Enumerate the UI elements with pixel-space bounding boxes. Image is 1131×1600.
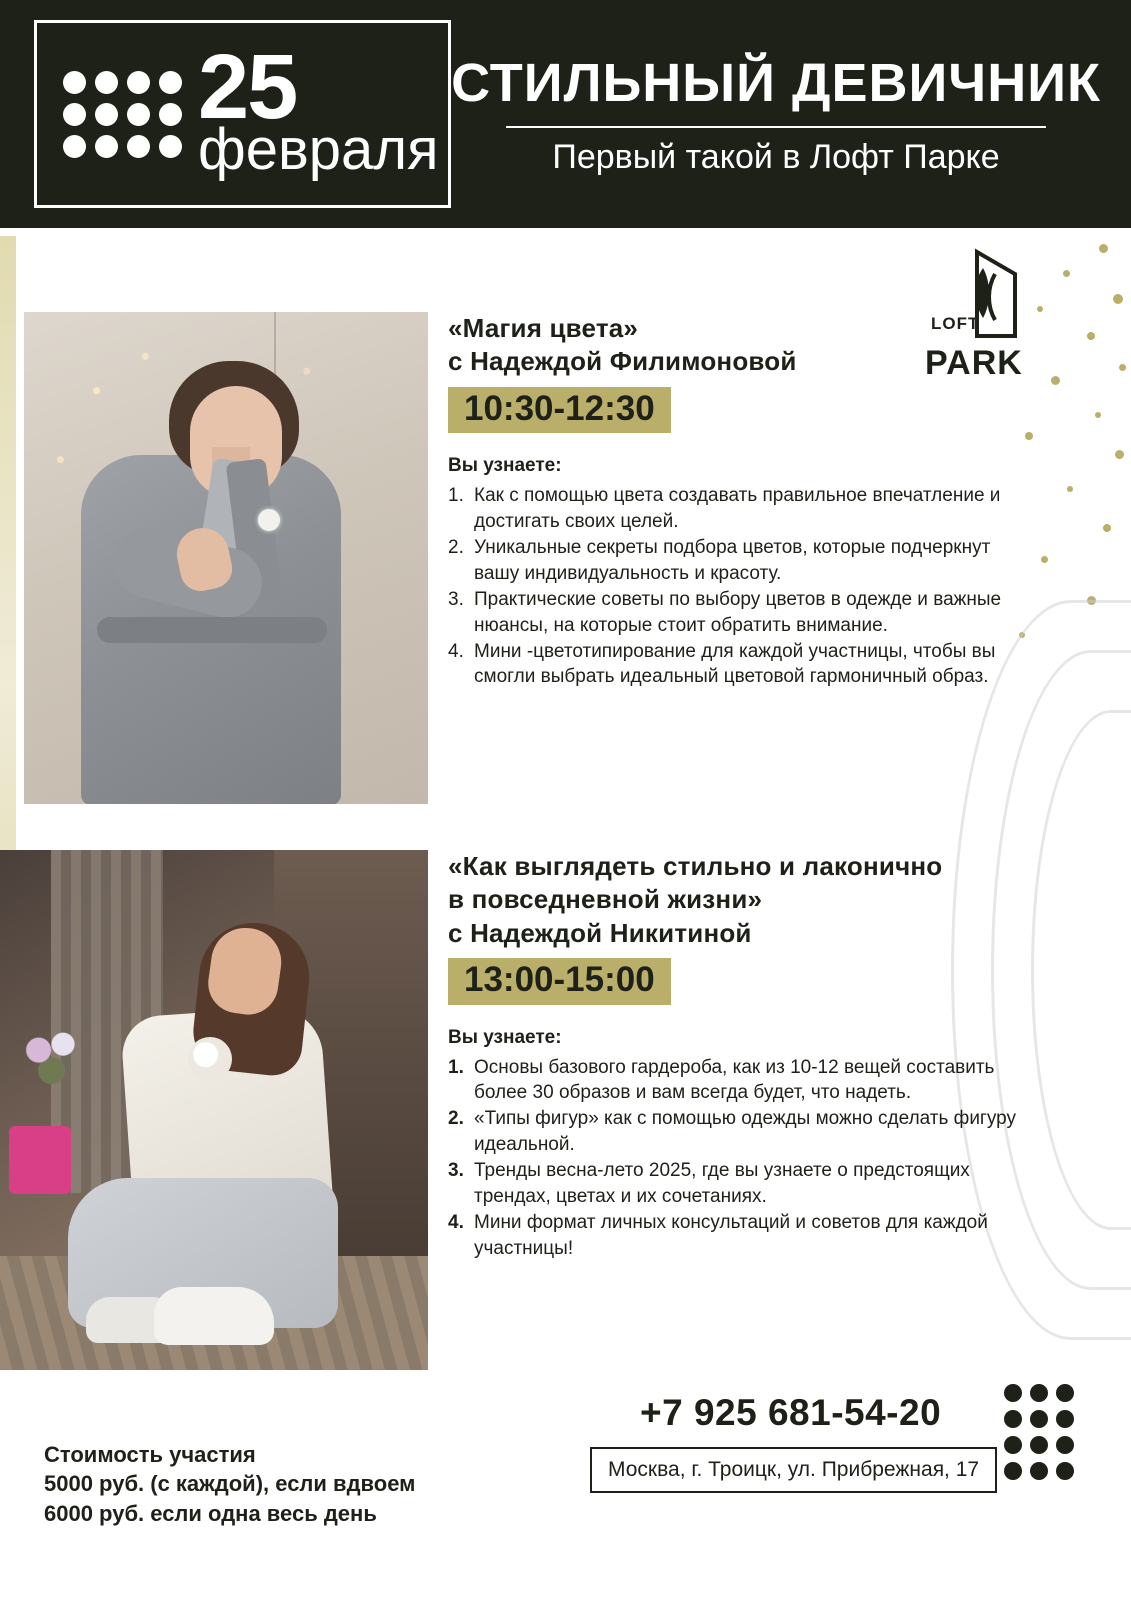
session-1-title [448, 312, 1038, 379]
date-box [34, 20, 451, 208]
logo-park-text: PARK [925, 344, 1023, 382]
page-subtitle: Первый такой в Лофт Парке [552, 137, 1000, 176]
session-2-title-line1: «Как выглядеть стильно и лаконично [448, 851, 943, 881]
price-info [44, 1440, 415, 1528]
session-2-title-line3: с Надеждой Никитиной [448, 917, 752, 948]
session-2-title-line2: в повседневной жизни» [448, 884, 763, 915]
address-box: Москва, г. Троицк, ул. Прибрежная, 17 [590, 1447, 997, 1493]
price-duo: 5000 руб. (с каждой), если вдвоем [44, 1471, 416, 1497]
date-text [198, 36, 439, 183]
list-item-number: 1. [448, 485, 464, 507]
list-item-text: Уникальные секреты подбора цветов, которые подчеркнут вашу индивидуальность и красоту. [474, 537, 991, 584]
price-solo: 6000 руб. если одна весь день [44, 1500, 377, 1526]
list-item [448, 483, 1038, 534]
list-item-text: Мини формат личных консультаций и советов для каждой участницы! [474, 1212, 988, 1259]
session-2-learn-list [448, 1055, 1038, 1262]
list-item-text: Тренды весна-лето 2025, где вы узнаете о предстоящих трендах, цветах и их сочетаниях. [474, 1160, 970, 1207]
list-item-text: Основы базового гардероба, как из 10-12 вещей составить более 30 образов и вам всегда будет, что надеть. [474, 1056, 995, 1103]
list-item [448, 587, 1038, 638]
session-1-text [448, 312, 1038, 691]
list-item [448, 535, 1038, 586]
list-item-number: 2. [448, 1108, 464, 1130]
list-item [448, 639, 1038, 690]
date-day: 25 [198, 36, 297, 138]
list-item-text: Практические советы по выбору цветов в одежде и важные нюансы, на которые стоит обратить внимание. [474, 589, 1002, 636]
list-item-number: 4. [448, 641, 464, 662]
list-item-text: Как с помощью цвета создавать правильное впечатление и достигать своих целей. [474, 485, 1001, 532]
page-title: СТИЛЬНЫЙ ДЕВИЧНИК [451, 52, 1101, 113]
footer-dot-grid-icon [1004, 1384, 1074, 1480]
session-2-learn-label: Вы узнаете: [448, 1026, 562, 1048]
session-2-title [448, 850, 1038, 950]
header-titles [451, 52, 1131, 177]
dot-grid-icon [63, 71, 182, 158]
logo-loft-text: LOFT [931, 314, 980, 333]
list-item-text: Мини -цветотипирование для каждой участницы, чтобы вы смогли выбрать идеальный цветовой гармоничный образ. [474, 641, 996, 688]
list-item-number: 4. [448, 1212, 464, 1234]
list-item [448, 1158, 1038, 1209]
session-1-title-line1: «Магия цвета» [448, 313, 639, 343]
session-1-time-badge: 10:30-12:30 [448, 387, 671, 434]
session-1-title-line2: с Надеждой Филимоновой [448, 346, 797, 377]
phone-number[interactable]: +7 925 681-54-20 [640, 1392, 942, 1433]
session-1-learn-label: Вы узнаете: [448, 455, 562, 477]
list-item-text: «Типы фигур» как с помощью одежды можно сделать фигуру идеальной. [474, 1108, 1017, 1155]
poster-header [0, 0, 1131, 228]
list-item-number: 2. [448, 537, 464, 559]
speaker-photo-2 [0, 850, 428, 1370]
session-1-learn-list [448, 483, 1038, 690]
session-2-time-badge: 13:00-15:00 [448, 958, 671, 1005]
price-label: Стоимость участия [44, 1442, 256, 1467]
list-item [448, 1055, 1038, 1106]
list-item [448, 1210, 1038, 1261]
list-item-number: 1. [448, 1056, 464, 1078]
list-item [448, 1106, 1038, 1157]
speaker-photo-1 [24, 312, 428, 804]
list-item-number: 3. [448, 589, 464, 611]
list-item-number: 3. [448, 1160, 464, 1182]
title-divider [506, 126, 1046, 128]
session-2-text [448, 850, 1038, 1262]
date-month: февраля [198, 117, 439, 183]
